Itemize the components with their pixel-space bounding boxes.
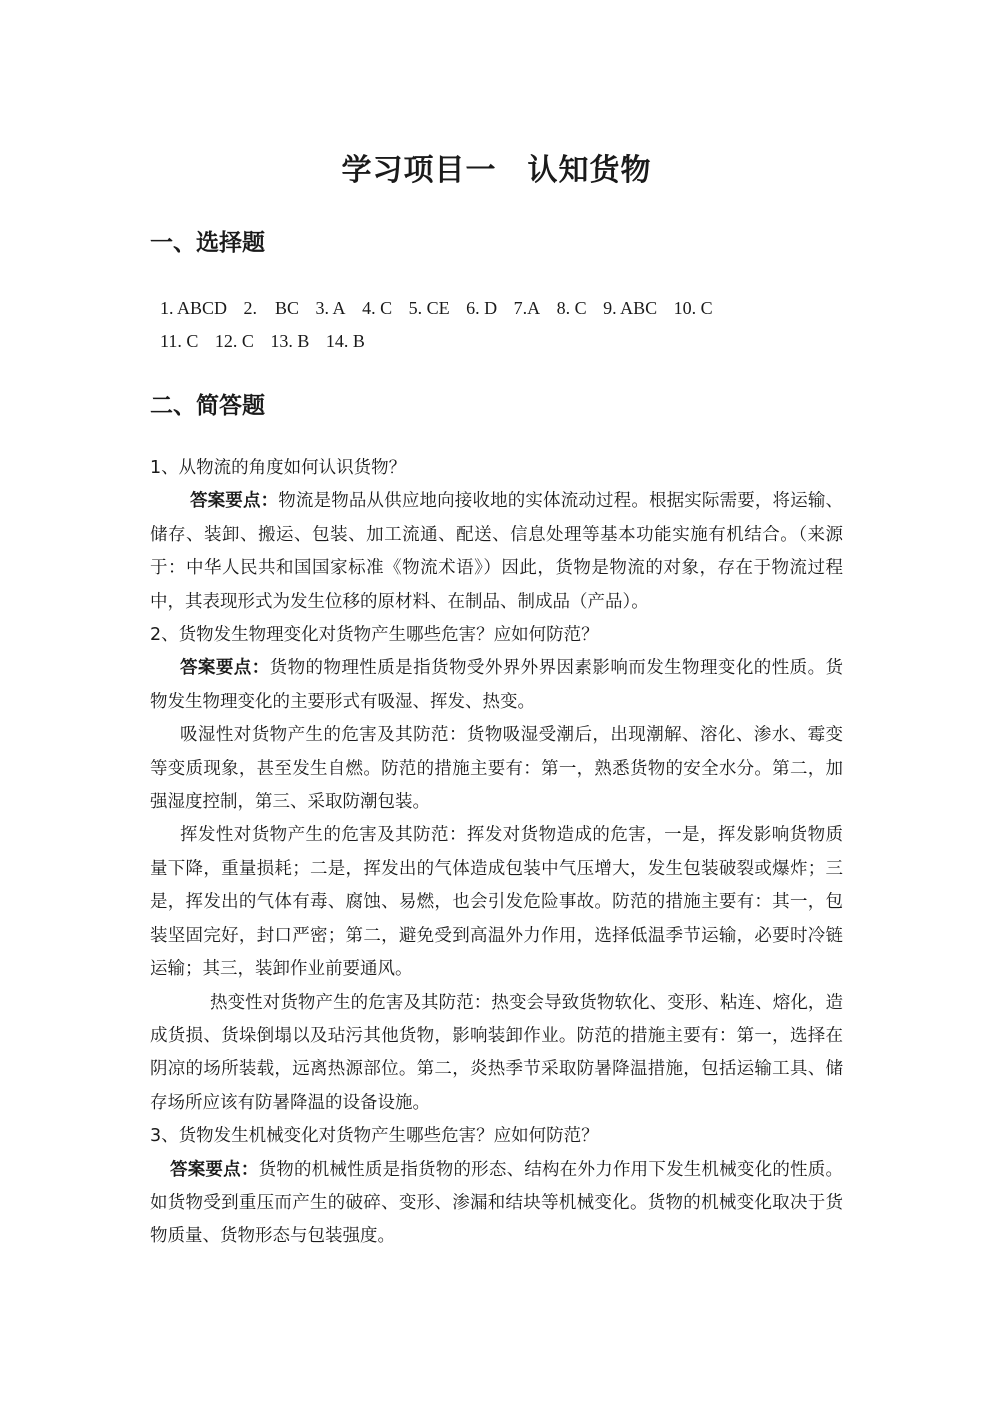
answer-2-paragraph-hygroscopic: 吸湿性对货物产生的危害及其防范：货物吸湿受潮后，出现潮解、溶化、渗水、霉变等变质现象，甚至发生自燃。防范的措施主要有：第一，熟悉货物的安全水分。第二，加强湿度控制，第三、采取防潮包装。 — [150, 725, 843, 813]
page-title: 学习项目一 认知货物 — [341, 153, 652, 188]
answer-item: 8. C — [556, 298, 587, 318]
answer-item: 12. C — [214, 331, 254, 351]
short-answer-body — [150, 452, 843, 1254]
answer-2-paragraph-thermal: 热变性对货物产生的危害及其防范：热变会导致货物软化、变形、粘连、熔化，造成货损、货垛倒塌以及玷污其他货物，影响装卸作业。防范的措施主要有：第一，选择在阴凉的场所装载，远离热源部位。第二，炎热季节采取防暑降温措施，包括运输工具、储存场所应该有防暑降温的设备设施。 — [150, 992, 843, 1113]
answer-item: 14. B — [325, 331, 365, 351]
answer-3 — [150, 1154, 843, 1254]
answer-item: 4. C — [362, 298, 393, 318]
answer-item: 10. C — [673, 298, 713, 318]
answer-lead: 答案要点： — [170, 1159, 259, 1180]
answer-lead: 答案要点： — [180, 658, 270, 679]
answer-text: 货物的物理性质是指货物受外界外界因素影响而发生物理变化的性质。货物发生物理变化的主要形式有吸湿、挥发、热变。 — [150, 658, 844, 712]
answer-item: 9. ABC — [603, 298, 658, 318]
answer-2 — [150, 652, 843, 719]
answer-2-paragraph-volatile: 挥发性对货物产生的危害及其防范：挥发对货物造成的危害，一是，挥发影响货物质量下降，重量损耗；二是，挥发出的气体造成包装中气压增大，发生包装破裂或爆炸；三是，挥发出的气体有毒、腐蚀、易燃，也会引发危险事故。防范的措施主要有：其一，包装坚固完好，封口严密；第二，避免受到高温外力作用，选择低温季节运输，必要时冷链运输；其三，装卸作业前要通风。 — [150, 825, 843, 980]
answer-item: 11. C — [160, 331, 199, 351]
section-heading-short: 二、简答题 — [150, 393, 265, 419]
answer-item: 6. D — [466, 298, 498, 318]
answer-item: 5. CE — [408, 298, 450, 318]
answer-item: 1. ABCD — [160, 298, 228, 318]
answer-item: 2. BC — [243, 298, 300, 318]
answer-item: 3. A — [315, 298, 346, 318]
answer-item: 13. B — [270, 331, 310, 351]
answer-lead: 答案要点： — [190, 491, 279, 512]
answer-row-2 — [160, 325, 860, 358]
answer-text: 物流是物品从供应地向接收地的实体流动过程。根据实际需要，将运输、储存、装卸、搬运、包装、加工流通、配送、信息处理等基本功能实施有机结合。（来源于：中华人民共和国国家标准《物流术语》）因此，货物是物流的对象，存在于物流过程中，其表现形式为发生位移的原材料、在制品、制成品（产品）。 — [150, 491, 843, 612]
question-3: 3、货物发生机械变化对货物产生哪些危害？应如何防范？ — [150, 1126, 599, 1147]
answer-text: 货物的机械性质是指货物的形态、结构在外力作用下发生机械变化的性质。如货物受到重压而产生的破碎、变形、渗漏和结块等机械变化。货物的机械变化取决于货物质量、货物形态与包装强度。 — [150, 1159, 844, 1247]
answer-item: 7.A — [513, 298, 541, 318]
question-1: 1、从物流的角度如何认识货物？ — [150, 458, 407, 478]
question-2: 2、货物发生物理变化对货物产生哪些危害？应如何防范？ — [150, 625, 599, 646]
answer-row-1 — [160, 292, 860, 325]
answer-1 — [150, 485, 843, 619]
section-heading-choice: 一、选择题 — [150, 230, 265, 256]
